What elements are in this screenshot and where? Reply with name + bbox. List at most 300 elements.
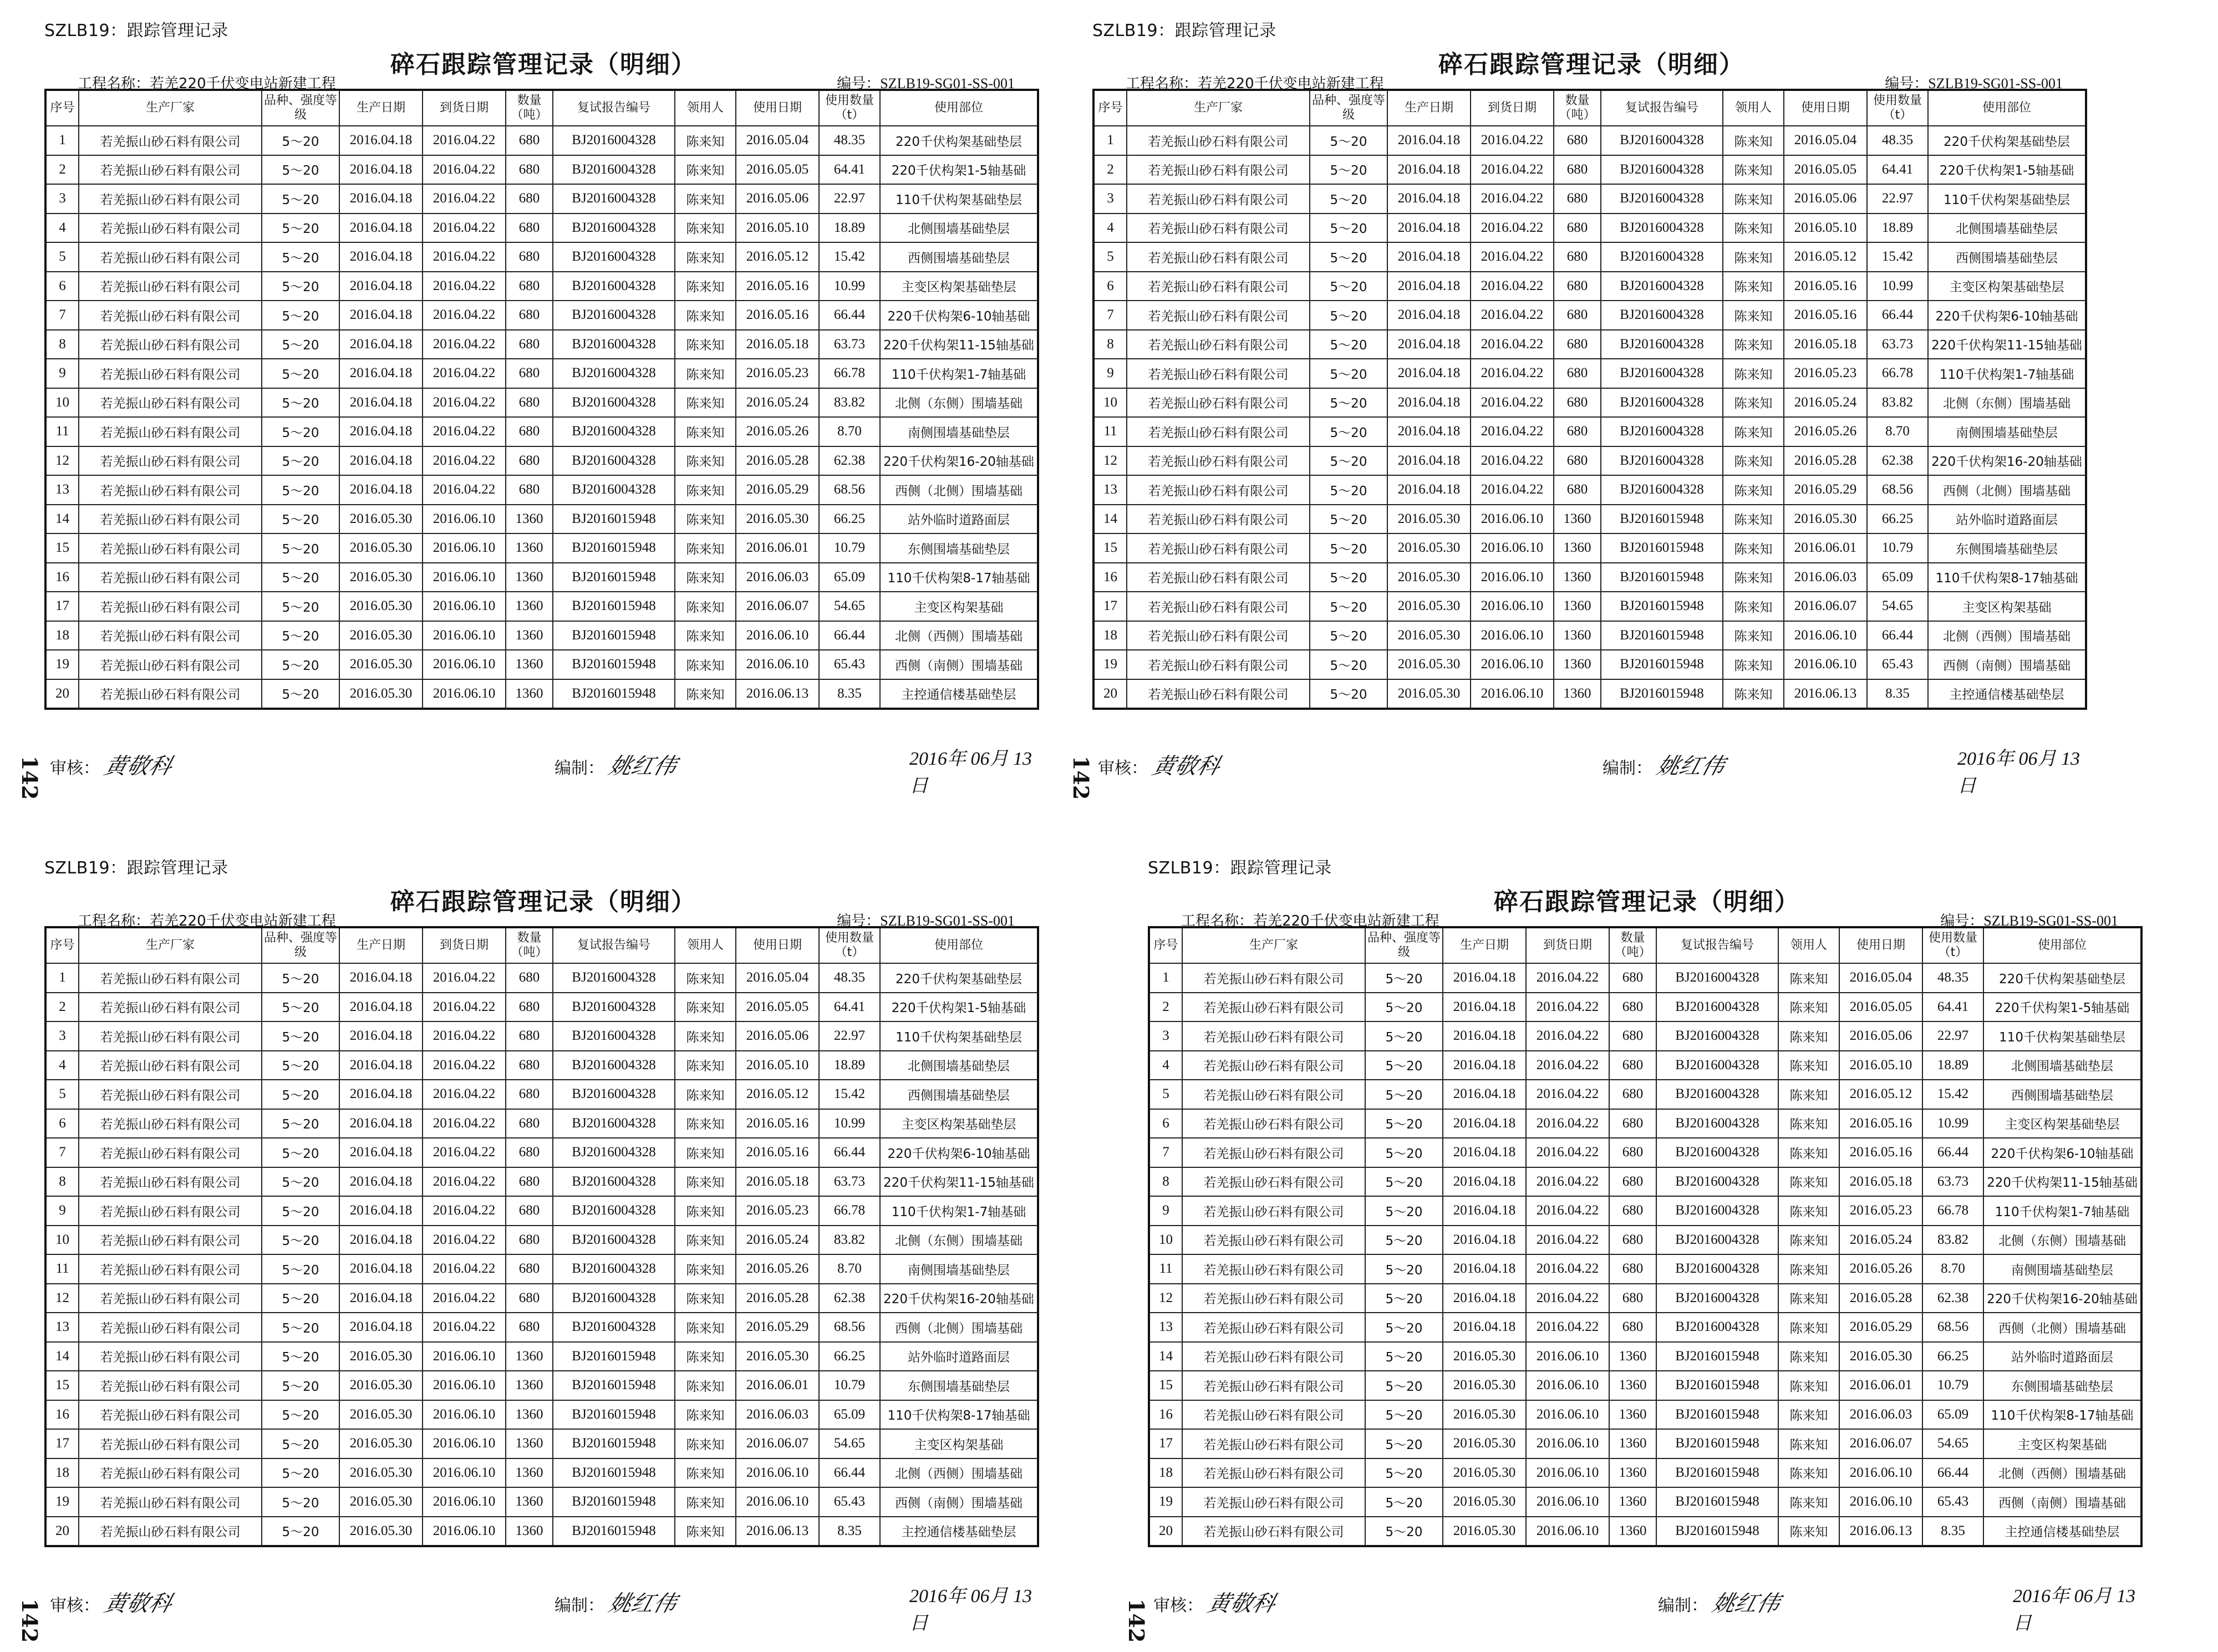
table-cell: 站外临时道路面层 xyxy=(1983,1342,2141,1371)
table-cell: 2016.05.30 xyxy=(1387,592,1471,621)
table-cell: 2016.05.30 xyxy=(339,1400,423,1430)
table-row xyxy=(1093,388,2086,418)
table-cell: 南侧围墙基础垫层 xyxy=(1928,417,2086,446)
table-cell: 2016.06.01 xyxy=(1839,1371,1922,1400)
table-cell: 13 xyxy=(1093,475,1127,505)
table-cell: 2016.04.18 xyxy=(339,359,423,388)
table-row xyxy=(1093,505,2086,534)
table-cell: 陈来知 xyxy=(1778,1138,1839,1167)
table-row xyxy=(45,1400,1038,1430)
table-cell: 陈来知 xyxy=(1723,359,1784,388)
table-cell: 陈来知 xyxy=(1778,1487,1839,1517)
table-cell: 15.42 xyxy=(819,1080,880,1109)
table-cell: BJ2016004328 xyxy=(553,301,675,330)
table-cell: 陈来知 xyxy=(1723,330,1784,359)
table-cell: 2016.06.10 xyxy=(423,1487,506,1517)
table-cell: 63.73 xyxy=(1867,330,1928,359)
table-row xyxy=(45,1313,1038,1342)
table-cell: 2016.06.10 xyxy=(1471,621,1554,650)
table-cell: 西侧围墙基础垫层 xyxy=(1983,1080,2141,1109)
table-cell: 680 xyxy=(506,1254,553,1284)
table-cell: 若羌振山砂石料有限公司 xyxy=(1182,1400,1365,1430)
table-cell: 2016.06.10 xyxy=(423,563,506,592)
table-cell: 18 xyxy=(45,621,79,650)
table-cell: 220千伏构架基础垫层 xyxy=(880,963,1038,993)
table-cell: BJ2016004328 xyxy=(1601,214,1723,243)
table-cell: BJ2016004328 xyxy=(1656,1080,1778,1109)
review-field: 审核：黄敬科 xyxy=(50,749,172,780)
table-cell: 680 xyxy=(1609,1313,1656,1342)
table-cell: 若羌振山砂石料有限公司 xyxy=(1182,1429,1365,1458)
table-cell: 5～20 xyxy=(262,621,339,650)
table-cell: 若羌振山砂石料有限公司 xyxy=(1182,1342,1365,1371)
table-cell: 若羌振山砂石料有限公司 xyxy=(79,155,262,185)
table-cell: 2 xyxy=(1149,993,1182,1022)
table-cell: 陈来知 xyxy=(675,621,736,650)
table-row xyxy=(45,155,1038,185)
table-cell: 5～20 xyxy=(262,272,339,301)
table-cell: 5～20 xyxy=(1310,388,1387,418)
table-cell: 220千伏构架16-20轴基础 xyxy=(880,446,1038,476)
table-cell: 5～20 xyxy=(1310,126,1387,155)
table-row xyxy=(45,563,1038,592)
table-cell: 站外临时道路面层 xyxy=(880,505,1038,534)
table-cell: BJ2016004328 xyxy=(1656,1167,1778,1197)
table-cell: 680 xyxy=(1554,359,1601,388)
table-cell: 2 xyxy=(45,993,79,1022)
table-cell: 110千伏构架8-17轴基础 xyxy=(1928,563,2086,592)
project-line: 工程名称：若羌220千伏变电站新建工程 xyxy=(78,75,336,92)
table-row xyxy=(1093,563,2086,592)
table-cell: 2016.04.22 xyxy=(1471,359,1554,388)
table-cell: 若羌振山砂石料有限公司 xyxy=(1127,184,1310,214)
table-cell: BJ2016004328 xyxy=(553,1138,675,1167)
table-cell: 陈来知 xyxy=(1778,1254,1839,1284)
table-cell: 2016.05.30 xyxy=(1784,505,1867,534)
table-cell: 2016.05.23 xyxy=(1839,1196,1922,1226)
table-cell: 若羌振山砂石料有限公司 xyxy=(1182,1487,1365,1517)
table-cell: 5～20 xyxy=(1310,330,1387,359)
table-cell: 8.70 xyxy=(819,1254,880,1284)
table-cell: 2016.04.22 xyxy=(1471,388,1554,418)
table-row xyxy=(1093,301,2086,330)
table-cell: 2016.04.22 xyxy=(423,446,506,476)
table-cell: 2016.06.03 xyxy=(1839,1400,1922,1430)
table-cell: 64.41 xyxy=(819,993,880,1022)
compile-field: 编制：姚红伟 xyxy=(554,1586,676,1618)
sheet-title: 碎石跟踪管理记录（明细） xyxy=(1438,50,1744,79)
table-cell: 2016.05.30 xyxy=(339,505,423,534)
table-cell: 2016.05.30 xyxy=(1387,563,1471,592)
table-row xyxy=(1093,417,2086,446)
table-cell: 83.82 xyxy=(819,1226,880,1255)
table-cell: 2016.05.10 xyxy=(1839,1051,1922,1080)
table-cell: 2016.04.18 xyxy=(1387,242,1471,272)
table-cell: 5～20 xyxy=(262,1109,339,1138)
table-cell: 220千伏构架11-15轴基础 xyxy=(1928,330,2086,359)
table-cell: 5～20 xyxy=(1310,242,1387,272)
table-cell: 14 xyxy=(1149,1342,1182,1371)
table-cell: 2016.04.22 xyxy=(423,1196,506,1226)
table-cell: 2016.05.26 xyxy=(1839,1254,1922,1284)
table-cell: 若羌振山砂石料有限公司 xyxy=(79,592,262,621)
table-cell: 2016.04.18 xyxy=(1387,417,1471,446)
table-cell: 2016.04.18 xyxy=(1443,1313,1526,1342)
table-cell: 64.41 xyxy=(819,155,880,185)
table-cell: 5～20 xyxy=(1365,1371,1443,1400)
table-cell: 5～20 xyxy=(1310,214,1387,243)
table-row xyxy=(1149,1196,2141,1226)
table-cell: 2016.06.10 xyxy=(423,592,506,621)
table-row xyxy=(45,650,1038,679)
table-cell: 2016.06.10 xyxy=(1526,1400,1609,1430)
table-cell: 1360 xyxy=(1609,1429,1656,1458)
table-cell: 5～20 xyxy=(1365,1109,1443,1138)
table-cell: 陈来知 xyxy=(1723,272,1784,301)
table-cell: 2016.05.28 xyxy=(736,1284,819,1313)
table-cell: 15 xyxy=(1149,1371,1182,1400)
table-cell: 若羌振山砂石料有限公司 xyxy=(79,993,262,1022)
table-cell: 66.44 xyxy=(1867,301,1928,330)
table-cell: 5 xyxy=(1149,1080,1182,1109)
table-cell: 1360 xyxy=(506,1517,553,1547)
table-cell: 8 xyxy=(45,330,79,359)
table-cell: 陈来知 xyxy=(1723,184,1784,214)
table-cell: 2016.04.18 xyxy=(339,475,423,505)
column-header: 品种、强度等级 xyxy=(1310,90,1387,126)
table-row xyxy=(1149,1167,2141,1197)
table-row xyxy=(1093,214,2086,243)
table-cell: 2016.06.10 xyxy=(1526,1458,1609,1488)
column-header: 数量（吨） xyxy=(506,90,553,126)
table-row xyxy=(1149,1226,2141,1255)
table-cell: 陈来知 xyxy=(675,1371,736,1400)
table-cell: 北侧（东侧）围墙基础 xyxy=(880,388,1038,418)
table-cell: 680 xyxy=(1554,388,1601,418)
table-cell: 16 xyxy=(45,1400,79,1430)
table-cell: 18.89 xyxy=(819,214,880,243)
table-cell: 若羌振山砂石料有限公司 xyxy=(1127,650,1310,679)
table-cell: 2016.06.10 xyxy=(423,650,506,679)
table-cell: 5～20 xyxy=(1365,1254,1443,1284)
table-cell: 2016.04.22 xyxy=(1526,1313,1609,1342)
column-header: 生产日期 xyxy=(1387,90,1471,126)
column-header: 到货日期 xyxy=(423,90,506,126)
table-cell: 陈来知 xyxy=(675,1080,736,1109)
table-cell: 3 xyxy=(1093,184,1127,214)
table-cell: 若羌振山砂石料有限公司 xyxy=(79,1021,262,1051)
table-cell: 陈来知 xyxy=(1778,1051,1839,1080)
table-cell: 680 xyxy=(1609,963,1656,993)
table-cell: 若羌振山砂石料有限公司 xyxy=(79,359,262,388)
table-cell: BJ2016004328 xyxy=(553,242,675,272)
table-cell: 1360 xyxy=(1609,1371,1656,1400)
table-cell: 2016.05.30 xyxy=(1387,679,1471,709)
table-cell: 陈来知 xyxy=(675,1138,736,1167)
table-cell: 680 xyxy=(1554,242,1601,272)
compiler-signature: 姚红伟 xyxy=(1709,1591,1783,1617)
table-cell: 2016.04.22 xyxy=(423,359,506,388)
table-cell: 陈来知 xyxy=(1723,126,1784,155)
table-cell: 1360 xyxy=(1554,563,1601,592)
table-cell: 220千伏构架6-10轴基础 xyxy=(880,1138,1038,1167)
table-cell: 陈来知 xyxy=(1723,621,1784,650)
table-cell: 若羌振山砂石料有限公司 xyxy=(1182,1458,1365,1488)
table-cell: 北侧围墙基础垫层 xyxy=(1928,214,2086,243)
table-row xyxy=(45,1080,1038,1109)
table-cell: 13 xyxy=(1149,1313,1182,1342)
table-cell: 1360 xyxy=(506,1487,553,1517)
table-cell: 2016.06.03 xyxy=(1784,563,1867,592)
table-cell: 5～20 xyxy=(1365,1138,1443,1167)
table-row xyxy=(1093,242,2086,272)
table-cell: 若羌振山砂石料有限公司 xyxy=(79,1458,262,1488)
table-row xyxy=(45,126,1038,155)
table-row xyxy=(45,1167,1038,1197)
table-cell: 5～20 xyxy=(262,505,339,534)
project-line: 工程名称：若羌220千伏变电站新建工程 xyxy=(1181,913,1439,929)
table-cell: BJ2016004328 xyxy=(1656,1021,1778,1051)
table-cell: 5～20 xyxy=(262,330,339,359)
table-cell: 18 xyxy=(1149,1458,1182,1488)
table-cell: 陈来知 xyxy=(1778,1196,1839,1226)
table-cell: 66.44 xyxy=(819,1458,880,1488)
table-cell: 陈来知 xyxy=(1723,301,1784,330)
table-cell: 10 xyxy=(45,388,79,418)
table-cell: 若羌振山砂石料有限公司 xyxy=(1182,993,1365,1022)
table-cell: 65.09 xyxy=(1867,563,1928,592)
table-cell: 220千伏构架16-20轴基础 xyxy=(1983,1284,2141,1313)
table-cell: BJ2016004328 xyxy=(1656,1051,1778,1080)
table-cell: 2016.05.16 xyxy=(736,1138,819,1167)
table-cell: 2016.04.22 xyxy=(1471,301,1554,330)
table-cell: 7 xyxy=(45,1138,79,1167)
table-cell: 2016.05.29 xyxy=(736,475,819,505)
table-cell: 66.78 xyxy=(1922,1196,1983,1226)
table-cell: 5～20 xyxy=(1365,1400,1443,1430)
column-header: 领用人 xyxy=(675,927,736,963)
table-cell: 15 xyxy=(1093,533,1127,563)
table-cell: 2016.04.18 xyxy=(339,1109,423,1138)
table-cell: 4 xyxy=(1149,1051,1182,1080)
column-header: 生产日期 xyxy=(1443,927,1526,963)
table-cell: 若羌振山砂石料有限公司 xyxy=(1127,359,1310,388)
table-cell: BJ2016015948 xyxy=(1601,592,1723,621)
table-cell: 2016.05.12 xyxy=(1784,242,1867,272)
table-cell: 陈来知 xyxy=(1778,1284,1839,1313)
table-row xyxy=(1149,1021,2141,1051)
column-header: 到货日期 xyxy=(423,927,506,963)
table-cell: 若羌振山砂石料有限公司 xyxy=(79,563,262,592)
table-cell: BJ2016004328 xyxy=(1656,1138,1778,1167)
table-cell: 2016.06.10 xyxy=(1471,592,1554,621)
table-cell: 680 xyxy=(506,1313,553,1342)
table-cell: 东侧围墙基础垫层 xyxy=(1983,1371,2141,1400)
table-cell: 2016.05.16 xyxy=(1784,272,1867,301)
table-cell: 65.09 xyxy=(819,1400,880,1430)
table-cell: 66.25 xyxy=(819,505,880,534)
table-cell: 主变区构架基础垫层 xyxy=(1928,272,2086,301)
table-cell: 陈来知 xyxy=(675,1109,736,1138)
table-cell: 5～20 xyxy=(1365,963,1443,993)
table-cell: 2016.04.18 xyxy=(339,214,423,243)
table-cell: BJ2016004328 xyxy=(553,330,675,359)
table-cell: 5～20 xyxy=(262,1080,339,1109)
table-cell: 680 xyxy=(1554,446,1601,476)
table-cell: BJ2016004328 xyxy=(553,1021,675,1051)
table-cell: 2016.04.22 xyxy=(1471,475,1554,505)
table-cell: 陈来知 xyxy=(1778,1458,1839,1488)
table-cell: 62.38 xyxy=(1922,1284,1983,1313)
table-header-row xyxy=(1149,927,2141,963)
table-cell: BJ2016004328 xyxy=(553,475,675,505)
table-cell: 5～20 xyxy=(262,679,339,709)
table-cell: BJ2016004328 xyxy=(553,1226,675,1255)
table-cell: BJ2016015948 xyxy=(1656,1400,1778,1430)
table-cell: 5～20 xyxy=(262,446,339,476)
table-cell: 2016.04.22 xyxy=(423,126,506,155)
review-field: 审核：黄敬科 xyxy=(1098,749,1220,780)
table-cell: 66.78 xyxy=(819,1196,880,1226)
column-header: 生产厂家 xyxy=(79,90,262,126)
table-cell: 2016.05.30 xyxy=(339,563,423,592)
table-cell: 2016.05.30 xyxy=(339,1429,423,1458)
table-cell: BJ2016004328 xyxy=(1601,330,1723,359)
table-cell: 若羌振山砂石料有限公司 xyxy=(79,1342,262,1371)
column-header: 品种、强度等级 xyxy=(262,90,339,126)
table-row xyxy=(1149,1080,2141,1109)
table-cell: 2016.05.23 xyxy=(736,1196,819,1226)
table-cell: 2 xyxy=(1093,155,1127,185)
table-cell: 10 xyxy=(1093,388,1127,418)
table-cell: 8.35 xyxy=(819,679,880,709)
record-table xyxy=(1148,926,2143,1547)
table-cell: 若羌振山砂石料有限公司 xyxy=(79,446,262,476)
table-cell: 若羌振山砂石料有限公司 xyxy=(1182,1109,1365,1138)
table-cell: BJ2016015948 xyxy=(553,1342,675,1371)
table-cell: 若羌振山砂石料有限公司 xyxy=(79,1254,262,1284)
table-cell: 2016.05.06 xyxy=(1839,1021,1922,1051)
table-row xyxy=(45,1051,1038,1080)
table-cell: 若羌振山砂石料有限公司 xyxy=(1127,242,1310,272)
table-cell: 9 xyxy=(1093,359,1127,388)
table-cell: 2016.04.22 xyxy=(1526,1080,1609,1109)
table-cell: 18 xyxy=(1093,621,1127,650)
table-cell: 2016.06.10 xyxy=(423,679,506,709)
table-cell: 680 xyxy=(1609,1021,1656,1051)
table-cell: 东侧围墙基础垫层 xyxy=(880,533,1038,563)
table-cell: 2016.05.12 xyxy=(1839,1080,1922,1109)
compiler-signature: 姚红伟 xyxy=(606,754,680,779)
table-cell: 陈来知 xyxy=(1778,1109,1839,1138)
table-row xyxy=(45,446,1038,476)
table-cell: BJ2016015948 xyxy=(553,505,675,534)
table-cell: BJ2016004328 xyxy=(1656,1254,1778,1284)
table-cell: 13 xyxy=(45,1313,79,1342)
table-cell: 2016.05.30 xyxy=(339,1517,423,1547)
table-cell: 2016.04.22 xyxy=(423,1167,506,1197)
table-cell: 2016.04.18 xyxy=(1387,359,1471,388)
table-cell: 2016.04.18 xyxy=(1387,446,1471,476)
table-cell: 1360 xyxy=(506,621,553,650)
table-row xyxy=(45,621,1038,650)
table-cell: 2016.04.18 xyxy=(339,417,423,446)
table-cell: 2016.04.18 xyxy=(339,1196,423,1226)
table-cell: 2016.04.22 xyxy=(1526,1196,1609,1226)
table-cell: 2016.05.24 xyxy=(1839,1226,1922,1255)
table-row xyxy=(45,679,1038,709)
table-cell: 若羌振山砂石料有限公司 xyxy=(1182,1196,1365,1226)
table-cell: 14 xyxy=(45,505,79,534)
table-cell: 4 xyxy=(45,214,79,243)
table-cell: 680 xyxy=(506,993,553,1022)
table-cell: 陈来知 xyxy=(1723,533,1784,563)
table-cell: 东侧围墙基础垫层 xyxy=(880,1371,1038,1400)
table-cell: 若羌振山砂石料有限公司 xyxy=(79,417,262,446)
table-cell: 8.70 xyxy=(1922,1254,1983,1284)
table-cell: 5～20 xyxy=(1365,1226,1443,1255)
record-table xyxy=(44,89,1039,710)
table-row xyxy=(1149,1371,2141,1400)
table-cell: 2016.04.22 xyxy=(1471,126,1554,155)
table-cell: 5～20 xyxy=(1310,184,1387,214)
table-cell: 若羌振山砂石料有限公司 xyxy=(79,1371,262,1400)
table-cell: 2016.04.22 xyxy=(1526,963,1609,993)
table-cell: 2016.05.05 xyxy=(1784,155,1867,185)
table-row xyxy=(1149,993,2141,1022)
table-cell: 2016.04.22 xyxy=(423,388,506,418)
table-cell: 68.56 xyxy=(1922,1313,1983,1342)
table-cell: 220千伏构架6-10轴基础 xyxy=(880,301,1038,330)
table-row xyxy=(45,1109,1038,1138)
table-cell: 5～20 xyxy=(262,1167,339,1197)
table-cell: 陈来知 xyxy=(1723,679,1784,709)
compile-field: 编制：姚红伟 xyxy=(1603,749,1724,780)
table-cell: 5～20 xyxy=(262,1400,339,1430)
table-cell: 2016.05.30 xyxy=(736,1342,819,1371)
table-row xyxy=(45,214,1038,243)
table-row xyxy=(45,359,1038,388)
table-cell: 陈来知 xyxy=(1723,155,1784,185)
table-cell: 若羌振山砂石料有限公司 xyxy=(1127,533,1310,563)
table-row xyxy=(1093,621,2086,650)
table-cell: BJ2016004328 xyxy=(1601,272,1723,301)
table-row xyxy=(45,272,1038,301)
table-cell: 5～20 xyxy=(1365,1429,1443,1458)
table-cell: 18.89 xyxy=(1922,1051,1983,1080)
table-cell: 2016.05.28 xyxy=(736,446,819,476)
table-cell: 2016.04.18 xyxy=(1387,126,1471,155)
table-cell: 5～20 xyxy=(1365,1167,1443,1197)
table-cell: 1360 xyxy=(1609,1342,1656,1371)
table-cell: 3 xyxy=(1149,1021,1182,1051)
sheet-code: SZLB19：跟踪管理记录 xyxy=(1092,21,1276,40)
column-header: 到货日期 xyxy=(1526,927,1609,963)
table-cell: 20 xyxy=(45,1517,79,1547)
table-row xyxy=(45,1284,1038,1313)
table-cell: 2016.05.04 xyxy=(1784,126,1867,155)
table-cell: 若羌振山砂石料有限公司 xyxy=(1127,155,1310,185)
table-cell: 5～20 xyxy=(262,563,339,592)
table-cell: 66.25 xyxy=(1867,505,1928,534)
table-cell: 15 xyxy=(45,533,79,563)
table-cell: 16 xyxy=(45,563,79,592)
table-cell: 2016.04.22 xyxy=(1471,417,1554,446)
table-cell: 680 xyxy=(1609,1196,1656,1226)
table-cell: 680 xyxy=(1609,1167,1656,1197)
table-cell: 1360 xyxy=(506,533,553,563)
table-cell: 220千伏构架基础垫层 xyxy=(880,126,1038,155)
